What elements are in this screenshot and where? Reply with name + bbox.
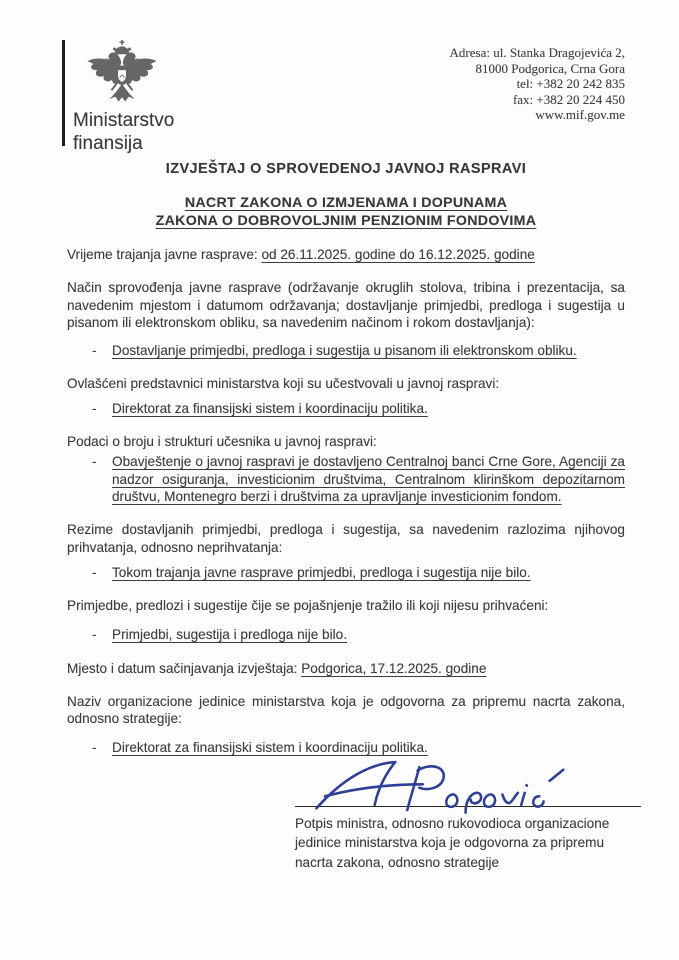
org-unit-bullet-text: Direktorat za finansijski sistem i koordinaciju politika. [112,739,428,755]
bullet-dash: - [92,400,97,416]
representatives-bullet-text: Direktorat za finansijski sistem i koordinaciju politika. [112,400,428,416]
ministry-name-line2: finansija [73,133,143,154]
participants-bullet [67,453,625,505]
summary-paragraph: Rezime dostavljanih primjedbi, predloga i sugestija, sa navedenim razlozima njihovog prihvatanja, odnosno neprihvatanja: [67,522,625,555]
bullet-dash: - [92,454,97,470]
signature-line [295,806,641,807]
bullet-dash: - [92,739,97,755]
representatives-paragraph: Ovlašćeni predstavnici ministarstva koji su učestvovali u javnoj raspravi: [67,376,500,392]
summary-bullet-text: Tokom trajanja javne rasprave primjedbi, predloga i sugestija nije bilo. [112,564,531,580]
montenegro-coat-of-arms-icon [83,40,161,106]
address-website: www.mif.gov.me [535,107,625,122]
signature-block [295,758,641,873]
method-paragraph: Način sprovođenja javne rasprave (održavanje okruglih stolova, tribina i prezentacija, sa navedenim mjestom i datumom održavanja; dostavljanje primjedbi, predloga i sugestija u pisanom ili elektronskom obliku, sa navedenim načinom i rokom dostavljanja): [67,280,625,330]
place-date-value: Podgorica, 17.12.2025. godine [301,660,487,676]
place-date-label: Mjesto i datum sačinjavanja izvještaja: [67,660,302,676]
address-tel: tel: +382 20 242 835 [516,76,625,91]
scan-artifact-line [62,40,65,146]
document-title: IZVJEŠTAJ O SPROVEDENOJ JAVNOJ RASPRAVI [165,161,527,177]
subtitle-line2: ZAKONA O DOBROVOLJNIM PENZIONIM FONDOVIMA [155,212,537,229]
rejected-bullet [67,626,625,643]
duration-value: od 26.11.2025. godine do 16.12.2025. godine [261,247,535,262]
ministry-brand [67,40,174,155]
org-unit-bullet [67,739,625,756]
address-city: 81000 Podgorica, Crna Gora [475,60,625,76]
bullet-dash: - [92,627,97,643]
place-date-line [67,660,625,677]
rejected-bullet-text: Primjedbi, sugestija i predloga nije bilo. [112,627,347,643]
letterhead [67,40,625,155]
subtitle-line1: NACRT ZAKONA O IZMJENAMA I DOPUNAMA [184,195,508,211]
letterhead-address [450,40,625,123]
address-street: Adresa: ul. Stanka Dragojevića 2, [449,45,625,60]
bullet-dash: - [92,564,97,580]
representatives-bullet [67,400,625,417]
summary-bullet [67,564,625,581]
participants-bullet-text: Obavještenje o javnoj raspravi je dostavljeno Centralnoj banci Crne Gore, Agenciji za nadzor osiguranja, investicionim društvima, Centralnom klirinškom depozitarnom društvu, Montenegro berzi i društvima za upravljanje investicionim fondom. [112,454,625,504]
bullet-dash: - [92,343,97,359]
participants-paragraph: Podaci o broju i strukturi učesnika u javnoj raspravi: [67,434,377,450]
duration-label: Vrijeme trajanja javne rasprave: [67,247,262,262]
method-bullet-text: Dostavljanje primjedbi, predloga i sugestija u pisanom ili elektronskom obliku. [112,343,577,359]
document-subtitle [67,195,625,230]
rejected-paragraph: Primjedbe, predlozi i sugestije čije se pojašnjenje tražilo ili koji nijesu prihvaćeni: [67,598,549,614]
duration-line [67,246,625,263]
address-fax: fax: +382 20 224 450 [512,91,625,107]
signature-caption: Potpis ministra, odnosno rukovodioca organizacione jedinice ministarstva koja je odgovorna za pripremu nacrta zakona, odnosno strategije [295,815,610,870]
org-unit-paragraph: Naziv organizacione jedinice ministarstva koja je odgovorna za pripremu nacrta zakona, odnosno strategije: [67,694,625,727]
ministry-name-line1: Ministarstvo [73,110,175,131]
method-bullet [67,342,625,359]
